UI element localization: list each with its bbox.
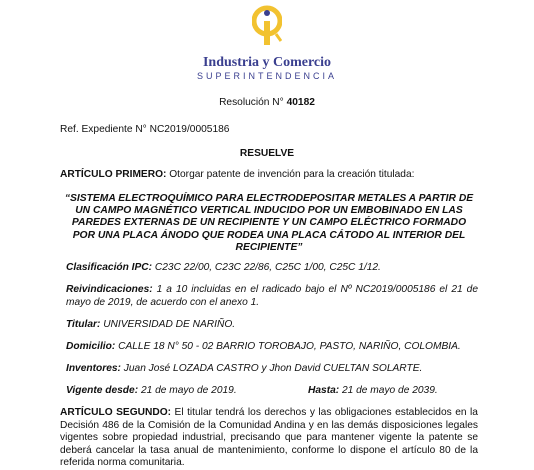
articulo-segundo: [60, 407, 478, 470]
reivindicaciones-label: Reivindicaciones:: [66, 284, 153, 295]
reivindicaciones: [66, 284, 478, 309]
vigente-desde-label: Vigente desde:: [66, 385, 139, 396]
inventores: [66, 363, 422, 376]
domicilio: [66, 341, 461, 354]
invention-title: “SISTEMA ELECTROQUÍMICO PARA ELECTRODEPOSITAR METALES A PARTIR DE UN CAMPO MAGNÉTICO VERTICAL INDUCIDO POR UN EMBOBINADO EN LAS PAREDES EXTERNAS DE UN RECIPIENTE Y UN CAMPO ELÉCTRICO FORMADO POR UNA PLACA ÁNODO QUE RODEA UNA PLACA CÁTODO AL INTERIOR DEL RECIPIENTE”: [64, 193, 474, 253]
domicilio-value: CALLE 18 N° 50 - 02 BARRIO TOROBAJO, PASTO, NARIÑO, COLOMBIA.: [118, 341, 461, 352]
vigente-hasta: [308, 385, 438, 398]
vigente-desde-value: 21 de mayo de 2019.: [140, 385, 237, 396]
resolution-heading: [0, 97, 534, 110]
vigente-desde: [66, 385, 237, 398]
inventores-label: Inventores:: [66, 363, 121, 374]
articulo-primero-text: Otorgar patente de invención para la creación titulada:: [169, 169, 415, 180]
clasificacion: [66, 262, 381, 275]
clasificacion-label: Clasificación IPC:: [66, 262, 153, 273]
resuelve-heading: RESUELVE: [239, 148, 295, 159]
sic-logo: [0, 0, 534, 86]
titular: [66, 319, 235, 332]
inventores-value: Juan José LOZADA CASTRO y Jhon David CUELTAN SOLARTE.: [123, 363, 423, 374]
domicilio-label: Domicilio:: [66, 341, 116, 352]
reference: Ref. Expediente N° NC2019/0005186: [60, 124, 230, 135]
vigente-hasta-label: Hasta:: [308, 385, 340, 396]
articulo-segundo-label: ARTÍCULO SEGUNDO:: [60, 407, 172, 418]
titular-label: Titular:: [66, 319, 101, 330]
brand-name: Industria y Comercio: [202, 55, 332, 70]
clasificacion-value: C23C 22/00, C23C 22/86, C25C 1/00, C25C 1/12.: [154, 262, 381, 273]
titular-value: UNIVERSIDAD DE NARIÑO.: [103, 319, 236, 330]
vigente-hasta-value: 21 de mayo de 2039.: [341, 385, 438, 396]
articulo-primero: [60, 169, 414, 182]
articulo-primero-label: ARTÍCULO PRIMERO:: [60, 169, 167, 180]
reivindicaciones-value: 1 a 10 incluidas en el radicado bajo el Nº NC2019/0005186 el 21 de mayo de 2019, de acuerdo con el anexo 1.: [66, 284, 478, 308]
resolution-label: Resolución N°: [219, 97, 284, 108]
articulo-segundo-text: El titular tendrá los derechos y las obligaciones establecidos en la Decisión 486 de la Comisión de la Comunidad Andina y en las demás disposiciones legales vigentes sobre propiedad industrial, precisando que para mantener vigente la patente se deberá cancelar la tasa anual de mantenimiento, conforme lo dispone el artículo 80 de la referida norma comunitaria.: [60, 407, 478, 469]
brand-subtitle: SUPERINTENDENCIA: [196, 71, 337, 81]
resolution-number: 40182: [286, 97, 315, 108]
sic-logo-icon: [252, 4, 282, 48]
